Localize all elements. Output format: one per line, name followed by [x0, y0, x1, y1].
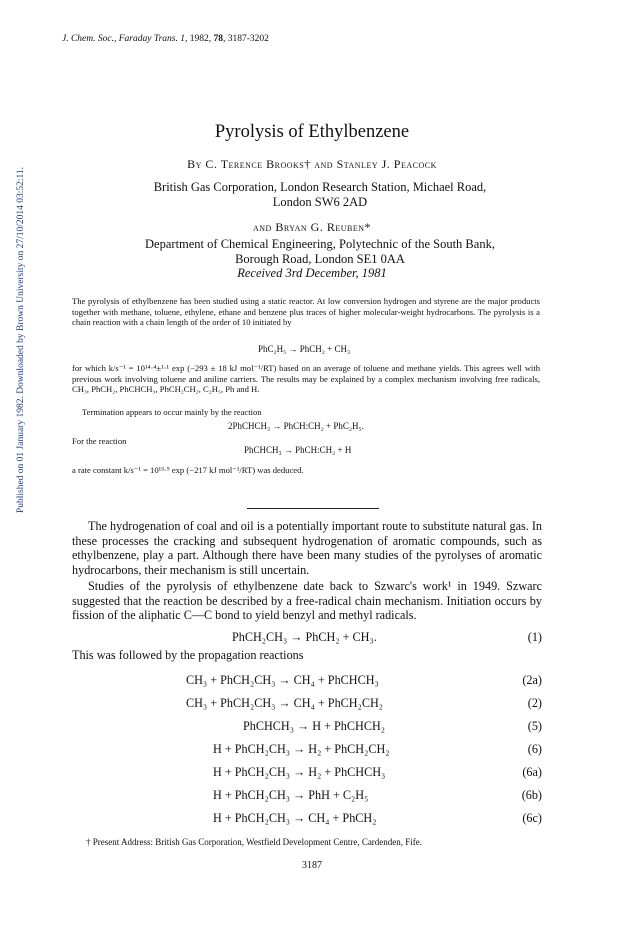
- download-stamp-text[interactable]: Published on 01 January 1982. Downloaded by Brown University on 27/10/2014 03:52:11.: [16, 166, 26, 514]
- abstract-p5: a rate constant k/s⁻¹ = 10¹³·⁹ exp (−217 kJ mol⁻¹/RT) was deduced.: [72, 465, 304, 475]
- download-stamp: [4, 150, 26, 530]
- equation-5: PhCHCH₃ → H + PhCHCH₂: [243, 719, 386, 733]
- equation-6b: H + PhCH₂CH₃ → PhH + C₂H₅: [213, 788, 369, 802]
- page-range: , 3187-3202: [222, 34, 269, 44]
- page-number: 3187: [302, 860, 322, 871]
- equation-6-number: (6): [527, 742, 542, 756]
- journal-header: [62, 34, 269, 44]
- affiliation-2-line-1: Department of Chemical Engineering, Polytechnic of the South Bank,: [145, 237, 495, 251]
- equation-6c: H + PhCH₂CH₃ → CH₄ + PhCH₂: [213, 811, 377, 825]
- equation-1: PhCH₂CH₃ → PhCH₂ + CH₃.: [232, 630, 377, 644]
- abstract-p4: For the reaction: [72, 436, 127, 446]
- equation-5-number: (5): [527, 719, 542, 733]
- equation-6a: H + PhCH₂CH₃ → H₂ + PhCHCH₃: [213, 765, 386, 779]
- authors-line-1: By C. Terence Brooks† and Stanley J. Peacock: [187, 157, 437, 171]
- equation-6c-number: (6c): [522, 811, 542, 825]
- affiliation-1-line-1: British Gas Corporation, London Research Station, Michael Road,: [153, 180, 487, 194]
- equation-2: CH₃ + PhCH₂CH₃ → CH₄ + PhCH₂CH₂: [186, 696, 384, 710]
- equation-6a-number: (6a): [522, 765, 542, 779]
- equation-2a: CH₃ + PhCH₂CH₃ → CH₄ + PhCHCH₃: [186, 673, 379, 687]
- equation-6b-number: (6b): [521, 788, 542, 802]
- authors-line-2: and Bryan G. Reuben*: [252, 220, 371, 234]
- footnote: † Present Address: British Gas Corporation, Westfield Development Centre, Cardenden, Fife.: [86, 837, 423, 847]
- abstract-eq-rate: PhCHCH₃ → PhCH:CH₂ + H: [244, 445, 352, 455]
- body-paragraph-3: This was followed by the propagation reactions: [72, 648, 304, 662]
- affiliation-1-line-2: London SW6 2AD: [272, 195, 368, 209]
- citation-year: , 1982,: [184, 34, 214, 44]
- volume: 78: [213, 34, 223, 44]
- abstract-eq-initiation: PhC₂H₅ → PhCH₂ + CH₃: [258, 344, 351, 354]
- received-date: Received 3rd December, 1981: [237, 266, 387, 280]
- affiliation-2-line-2: Borough Road, London SE1 0AA: [235, 252, 405, 266]
- abstract-p2: for which k/s⁻¹ = 10¹⁴·⁴±¹·¹ exp (−293 ± 18 kJ mol⁻¹/RT) based on an average of toluene and methane yields. This agrees well with previous work involving toluene and aniline carriers. The results may be explained by a complex mechanism involving free radicals, CH₃, PhCH₂, PhCHCH₃, PhCH₂CH₂, C₂H₅, Ph and H.: [72, 363, 540, 394]
- body-paragraph-2: Studies of the pyrolysis of ethylbenzene date back to Szwarc's work¹ in 1949. Szwarc suggested that the reaction be described by a free-radical chain mechanism. Initiation occurs by fission of the aliphatic C—C bond to yield benzyl and methyl radicals.: [72, 579, 542, 623]
- equation-2-number: (2): [527, 696, 542, 710]
- article-title: Pyrolysis of Ethylbenzene: [214, 122, 410, 142]
- body-paragraph-1: The hydrogenation of coal and oil is a potentially important route to substitute natural gas. In these processes the cracking and subsequent hydrogenation of aromatic compounds, such as ethylbenzene, play a part. Although there have been many studies of the pyrolyses of aromatic hydrocarbons, their mechanism is still uncertain.: [72, 519, 542, 577]
- abstract-p1: The pyrolysis of ethylbenzene has been studied using a static reactor. At low conversion hydrogen and styrene are the major products together with methane, toluene, ethylene, ethane and benzene plus traces of higher molecular-weight hydrocarbons. The pyrolysis is a chain reaction with a chain length of the order of 10 initiated by: [72, 296, 540, 327]
- abstract-eq-termination: 2PhCHCH₃ → PhCH:CH₂ + PhC₂H₅.: [228, 421, 364, 431]
- equation-1-number: (1): [527, 630, 542, 644]
- equation-2a-number: (2a): [522, 673, 542, 687]
- journal-name: J. Chem. Soc., Faraday Trans. 1: [62, 34, 185, 44]
- abstract-p3: Termination appears to occur mainly by the reaction: [82, 407, 262, 417]
- section-divider: [247, 508, 379, 509]
- equation-6: H + PhCH₂CH₃ → H₂ + PhCH₂CH₂: [213, 742, 390, 756]
